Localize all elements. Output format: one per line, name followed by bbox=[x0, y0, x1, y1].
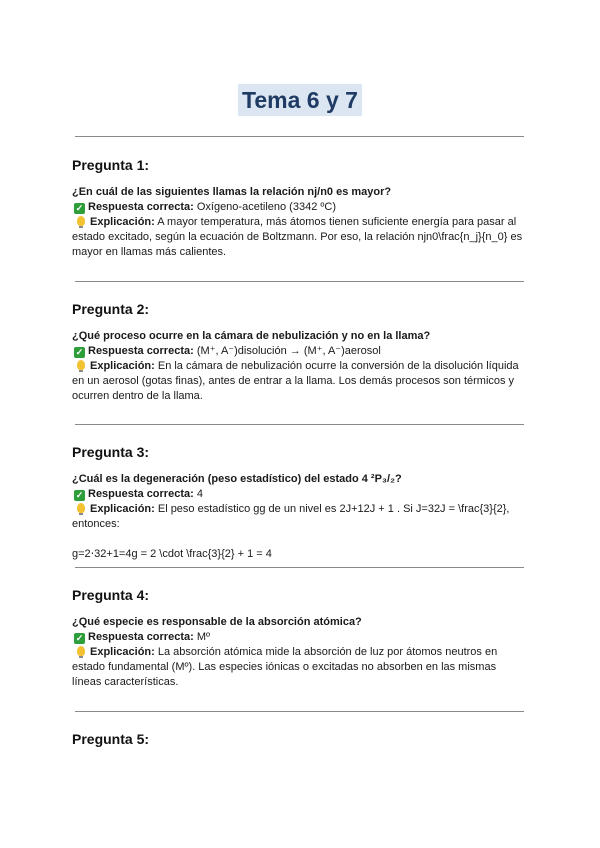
question-4-heading: Pregunta 4: bbox=[72, 587, 150, 603]
question-2-text: ¿Qué proceso ocurre en la cámara de nebulización y no en la llama? bbox=[72, 330, 431, 342]
question-3-text: ¿Cuál es la degeneración (peso estadístico) del estado 4 ²P₃/₂? bbox=[72, 473, 402, 485]
check-mark-icon: ✓ bbox=[75, 633, 84, 643]
question-4-block bbox=[72, 615, 528, 690]
question-2-heading: Pregunta 2: bbox=[72, 301, 150, 317]
page-title bbox=[0, 84, 600, 116]
question-2-answer: ✓ Respuesta correcta: (M⁺, A⁻)disolución → (M⁺, A⁻)aerosol bbox=[75, 345, 381, 357]
check-mark-icon: ✓ bbox=[75, 203, 84, 213]
question-3-block bbox=[72, 472, 528, 562]
question-3-formula: g=2⋅32+1=4g = 2 \cdot \frac{3}{2} + 1 = 4 bbox=[72, 548, 272, 560]
light-bulb-icon bbox=[77, 503, 85, 513]
question-4-explanation: Explicación: La absorción atómica mide la absorción de luz por átomos neutros en estado fundamental (Mº). Las especies iónicas o excitadas no absorben en las mismas líneas características. bbox=[72, 646, 498, 688]
question-1-explanation: Explicación: A mayor temperatura, más átomos tienen suficiente energía para pasar al estado excitado, según la ecuación de Boltzmann. Por eso, la relación njn0\frac{n_j}{n_0} es mayor en llamas más calientes. bbox=[72, 216, 523, 258]
light-bulb-icon bbox=[77, 646, 85, 656]
divider bbox=[75, 711, 524, 712]
question-1-answer: ✓ Respuesta correcta: Oxígeno-acetileno (3342 ºC) bbox=[75, 201, 336, 213]
question-5-heading: Pregunta 5: bbox=[72, 731, 150, 747]
question-4-answer: ✓ Respuesta correcta: Mº bbox=[75, 631, 211, 643]
question-1-text: ¿En cuál de las siguientes llamas la relación nj/n0 es mayor? bbox=[72, 186, 392, 198]
divider bbox=[75, 567, 524, 568]
question-1-heading: Pregunta 1: bbox=[72, 157, 150, 173]
divider bbox=[75, 136, 524, 137]
page-title-text: Tema 6 y 7 bbox=[238, 84, 362, 116]
question-3-answer: ✓ Respuesta correcta: 4 bbox=[75, 488, 203, 500]
question-2-block bbox=[72, 329, 528, 404]
question-4-text: ¿Qué especie es responsable de la absorción atómica? bbox=[72, 616, 362, 628]
light-bulb-icon bbox=[77, 216, 85, 226]
question-3-heading: Pregunta 3: bbox=[72, 444, 150, 460]
check-mark-icon: ✓ bbox=[75, 347, 84, 357]
question-1-block bbox=[72, 185, 528, 260]
question-2-explanation: Explicación: En la cámara de nebulización ocurre la conversión de la disolución líquida en un aerosol (gotas finas), antes de entrar a la llama. Los demás procesos son térmicos y ocurren dentro de la llama. bbox=[72, 360, 519, 402]
divider bbox=[75, 281, 524, 282]
light-bulb-icon bbox=[77, 360, 85, 370]
divider bbox=[75, 424, 524, 425]
check-mark-icon: ✓ bbox=[75, 490, 84, 500]
question-3-explanation: Explicación: El peso estadístico gg de un nivel es 2J+12J + 1 . Si J=32J = \frac{3}{2}, entonces: bbox=[72, 503, 510, 530]
